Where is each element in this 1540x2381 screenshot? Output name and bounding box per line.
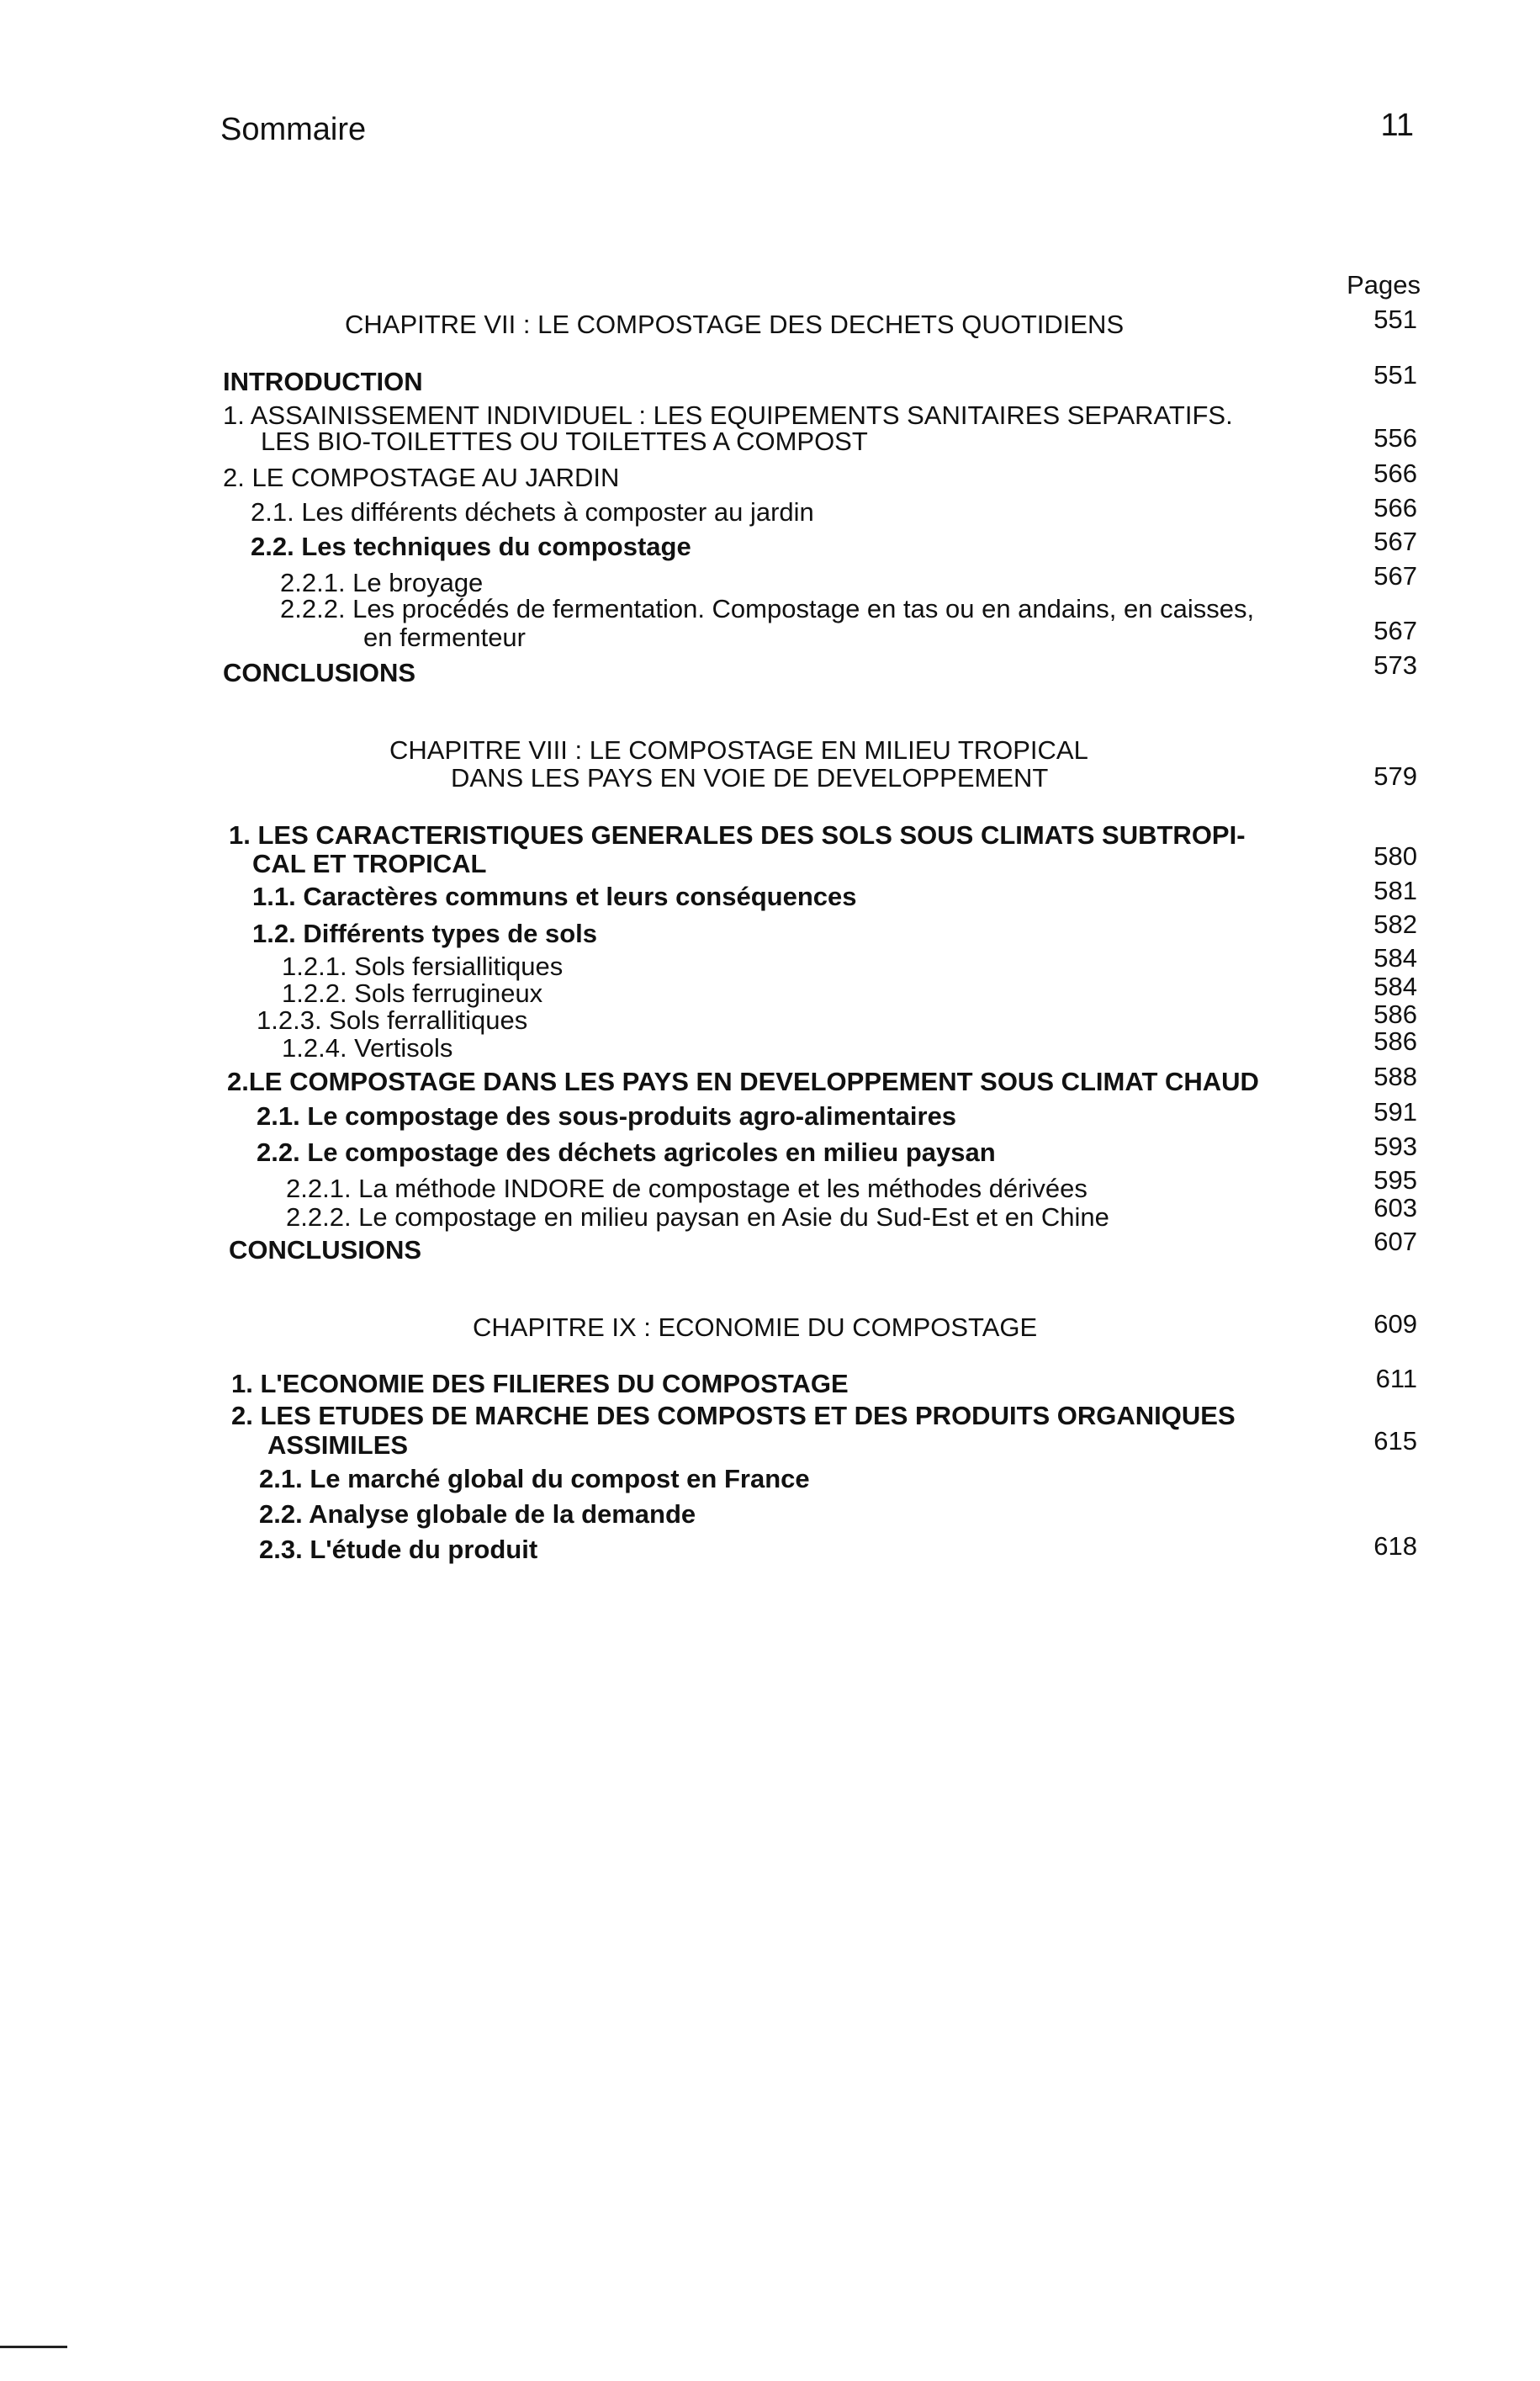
toc-page: 607	[1373, 1227, 1417, 1256]
toc-entry: 1.2.4. Vertisols	[282, 1033, 453, 1063]
toc-entry: 1. ASSAINISSEMENT INDIVIDUEL : LES EQUIPEMENTS SANITAIRES SEPARATIFS.	[223, 400, 1233, 430]
page-number: 11	[1380, 108, 1414, 143]
toc-page: 581	[1373, 876, 1417, 905]
toc-page: 593	[1373, 1132, 1417, 1161]
toc-page: 615	[1373, 1426, 1417, 1456]
toc-page: 603	[1373, 1193, 1417, 1222]
toc-entry: 1.1. Caractères communs et leurs conséquences	[252, 882, 857, 911]
toc-page: 567	[1373, 561, 1417, 591]
toc-entry: 1.2.1. Sols fersiallitiques	[282, 952, 564, 981]
toc-entry: CONCLUSIONS	[223, 658, 416, 687]
toc-entry: CONCLUSIONS	[229, 1235, 422, 1265]
toc-entry: 2. LE COMPOSTAGE AU JARDIN	[223, 463, 620, 492]
toc-page: 584	[1373, 943, 1417, 973]
toc-page: 588	[1373, 1062, 1417, 1091]
toc-entry: 1. LES CARACTERISTIQUES GENERALES DES SOLS SOUS CLIMATS SUBTROPI-	[229, 820, 1246, 850]
toc-page: 567	[1373, 616, 1417, 645]
toc-entry: 2.2.1. Le broyage	[280, 568, 484, 597]
toc-entry: ASSIMILES	[267, 1430, 409, 1460]
toc-page: 567	[1373, 527, 1417, 556]
toc-entry: 1.2.3. Sols ferrallitiques	[257, 1005, 528, 1035]
toc-entry: 2.2. Les techniques du compostage	[251, 532, 691, 561]
toc-entry: 2.1. Le compostage des sous-produits agro-alimentaires	[257, 1101, 957, 1131]
toc-entry: 2.2. Analyse globale de la demande	[259, 1499, 696, 1529]
toc-page: 586	[1373, 1026, 1417, 1056]
toc-page: 582	[1373, 909, 1417, 939]
toc-entry: 2.1. Le marché global du compost en France	[259, 1464, 810, 1493]
toc-entry: 2.2.1. La méthode INDORE de compostage et les méthodes dérivées	[286, 1174, 1088, 1203]
toc-page: 586	[1373, 1000, 1417, 1029]
toc-page: 580	[1373, 841, 1417, 871]
toc-page: 556	[1373, 423, 1417, 453]
toc-page: 566	[1373, 493, 1417, 522]
chapter-title: CHAPITRE VIII : LE COMPOSTAGE EN MILIEU TROPICAL	[389, 735, 1088, 765]
toc-page: 595	[1373, 1165, 1417, 1195]
toc-page: 566	[1373, 459, 1417, 488]
toc-page: 573	[1373, 650, 1417, 680]
toc-page: 584	[1373, 972, 1417, 1001]
toc-page: 618	[1373, 1531, 1417, 1561]
toc-entry: CAL ET TROPICAL	[252, 849, 487, 878]
toc-entry: 2.LE COMPOSTAGE DANS LES PAYS EN DEVELOPPEMENT SOUS CLIMAT CHAUD	[227, 1067, 1259, 1096]
chapter-title: CHAPITRE VII : LE COMPOSTAGE DES DECHETS QUOTIDIENS	[345, 310, 1125, 339]
scan-edge-mark	[0, 2346, 67, 2348]
chapter-title: DANS LES PAYS EN VOIE DE DEVELOPPEMENT	[451, 763, 1049, 793]
running-header-title: Sommaire	[220, 112, 367, 147]
toc-page: 591	[1373, 1097, 1417, 1127]
chapter-title: CHAPITRE IX : ECONOMIE DU COMPOSTAGE	[473, 1312, 1038, 1342]
toc-page: 611	[1375, 1364, 1417, 1393]
toc-entry: 2.2.2. Les procédés de fermentation. Compostage en tas ou en andains, en caisses,	[280, 594, 1255, 623]
toc-entry: 1. L'ECONOMIE DES FILIERES DU COMPOSTAGE	[231, 1369, 849, 1398]
toc-entry: 2. LES ETUDES DE MARCHE DES COMPOSTS ET DES PRODUITS ORGANIQUES	[231, 1401, 1236, 1430]
toc-entry: 2.1. Les différents déchets à composter au jardin	[251, 497, 814, 527]
toc-entry: 1.2.2. Sols ferrugineux	[282, 978, 543, 1008]
pages-column-label: Pages	[1347, 270, 1421, 300]
chapter-page: 551	[1373, 305, 1417, 334]
chapter-page: 579	[1373, 761, 1417, 791]
toc-entry: INTRODUCTION	[223, 367, 423, 396]
toc-entry: 2.3. L'étude du produit	[259, 1535, 538, 1564]
toc-entry: en fermenteur	[363, 623, 526, 652]
toc-page: 551	[1373, 360, 1417, 390]
toc-entry: 1.2. Différents types de sols	[252, 919, 598, 948]
chapter-page: 609	[1373, 1309, 1417, 1339]
toc-entry: LES BIO-TOILETTES OU TOILETTES A COMPOST	[261, 427, 868, 456]
toc-entry: 2.2. Le compostage des déchets agricoles en milieu paysan	[257, 1137, 996, 1167]
toc-entry: 2.2.2. Le compostage en milieu paysan en Asie du Sud-Est et en Chine	[286, 1202, 1109, 1232]
